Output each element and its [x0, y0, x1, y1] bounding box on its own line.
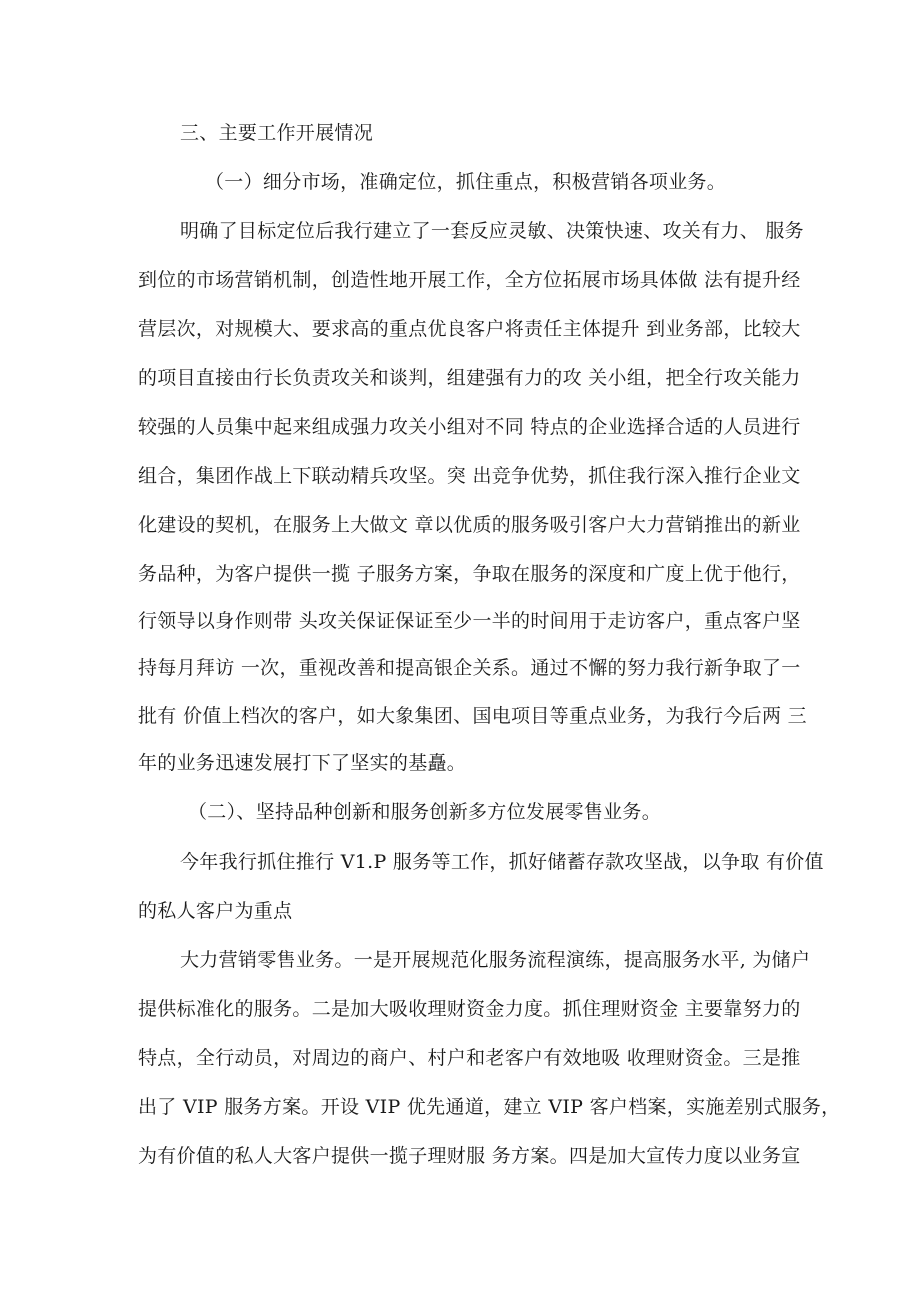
paragraph-line: 务品种，为客户提供一揽 子服务方案，争取在服务的深度和广度上优于他行， [138, 563, 801, 585]
subsection-heading: （一）细分市场，准确定位，抓住重点，积极营销各项业务。 [205, 171, 727, 193]
paragraph-line: 组合，集团作战上下联动精兵攻坚。突 出竞争优势，抓住我行深入推行企业文 [138, 465, 801, 487]
paragraph-line: 大力营销零售业务。一是开展规范化服务流程演练，提高服务水平, 为储户 [180, 949, 811, 971]
paragraph-line: 出了 VIP 服务方案。开设 VIP 优先通道，建立 VIP 客户档案，实施差别式服务， [138, 1096, 841, 1118]
paragraph-line: 今年我行抓住推行 V1.P 服务等工作，抓好储蓄存款攻坚战，以争取 有价值 [180, 851, 824, 873]
paragraph-line: 年的业务迅速发展打下了坚实的基矗。 [138, 752, 467, 774]
paragraph-line: 特点，全行动员，对周边的商户、村户和老客户有效地吸 收理财资金。三是推 [138, 1047, 801, 1069]
section-heading: 三、主要工作开展情况 [180, 122, 374, 144]
paragraph-line: 为有价值的私人大客户提供一揽子理财服 务方案。四是加大宣传力度以业务宣 [138, 1145, 801, 1167]
paragraph-line: 营层次，对规模大、要求高的重点优良客户将责任主体提升 到业务部，比较大 [138, 318, 801, 340]
paragraph-line: 批有 价值上档次的客户，如大象集团、国电项目等重点业务，为我行今后两 三 [138, 705, 807, 727]
paragraph-line: 的项目直接由行长负责攻关和谈判，组建强有力的攻 关小组，把全行攻关能力 [138, 367, 801, 389]
paragraph-line: 提供标准化的服务。二是加大吸收理财资金力度。抓住理财资金 主要靠努力的 [138, 998, 801, 1020]
paragraph-line: 明确了目标定位后我行建立了一套反应灵敏、决策快速、攻关有力、 服务 [180, 220, 804, 242]
paragraph-line: 较强的人员集中起来组成强力攻关小组对不同 特点的企业选择合适的人员进行 [138, 416, 801, 438]
paragraph-line: 行领导以身作则带 头攻关保证保证至少一半的时间用于走访客户，重点客户坚 [138, 610, 801, 632]
paragraph-line: 的私人客户为重点 [138, 900, 293, 922]
paragraph-line: 到位的市场营销机制，创造性地开展工作，全方位拓展市场具体做 法有提升经 [138, 269, 801, 291]
paragraph-line: 化建设的契机，在服务上大做文 章以优质的服务吸引客户大力营销推出的新业 [138, 514, 801, 536]
paragraph-line: 持每月拜访 一次，重视改善和提高银企关系。通过不懈的努力我行新争取了一 [138, 657, 801, 679]
subsection-heading: （二）、坚持品种创新和服务创新多方位发展零售业务。 [188, 801, 662, 823]
